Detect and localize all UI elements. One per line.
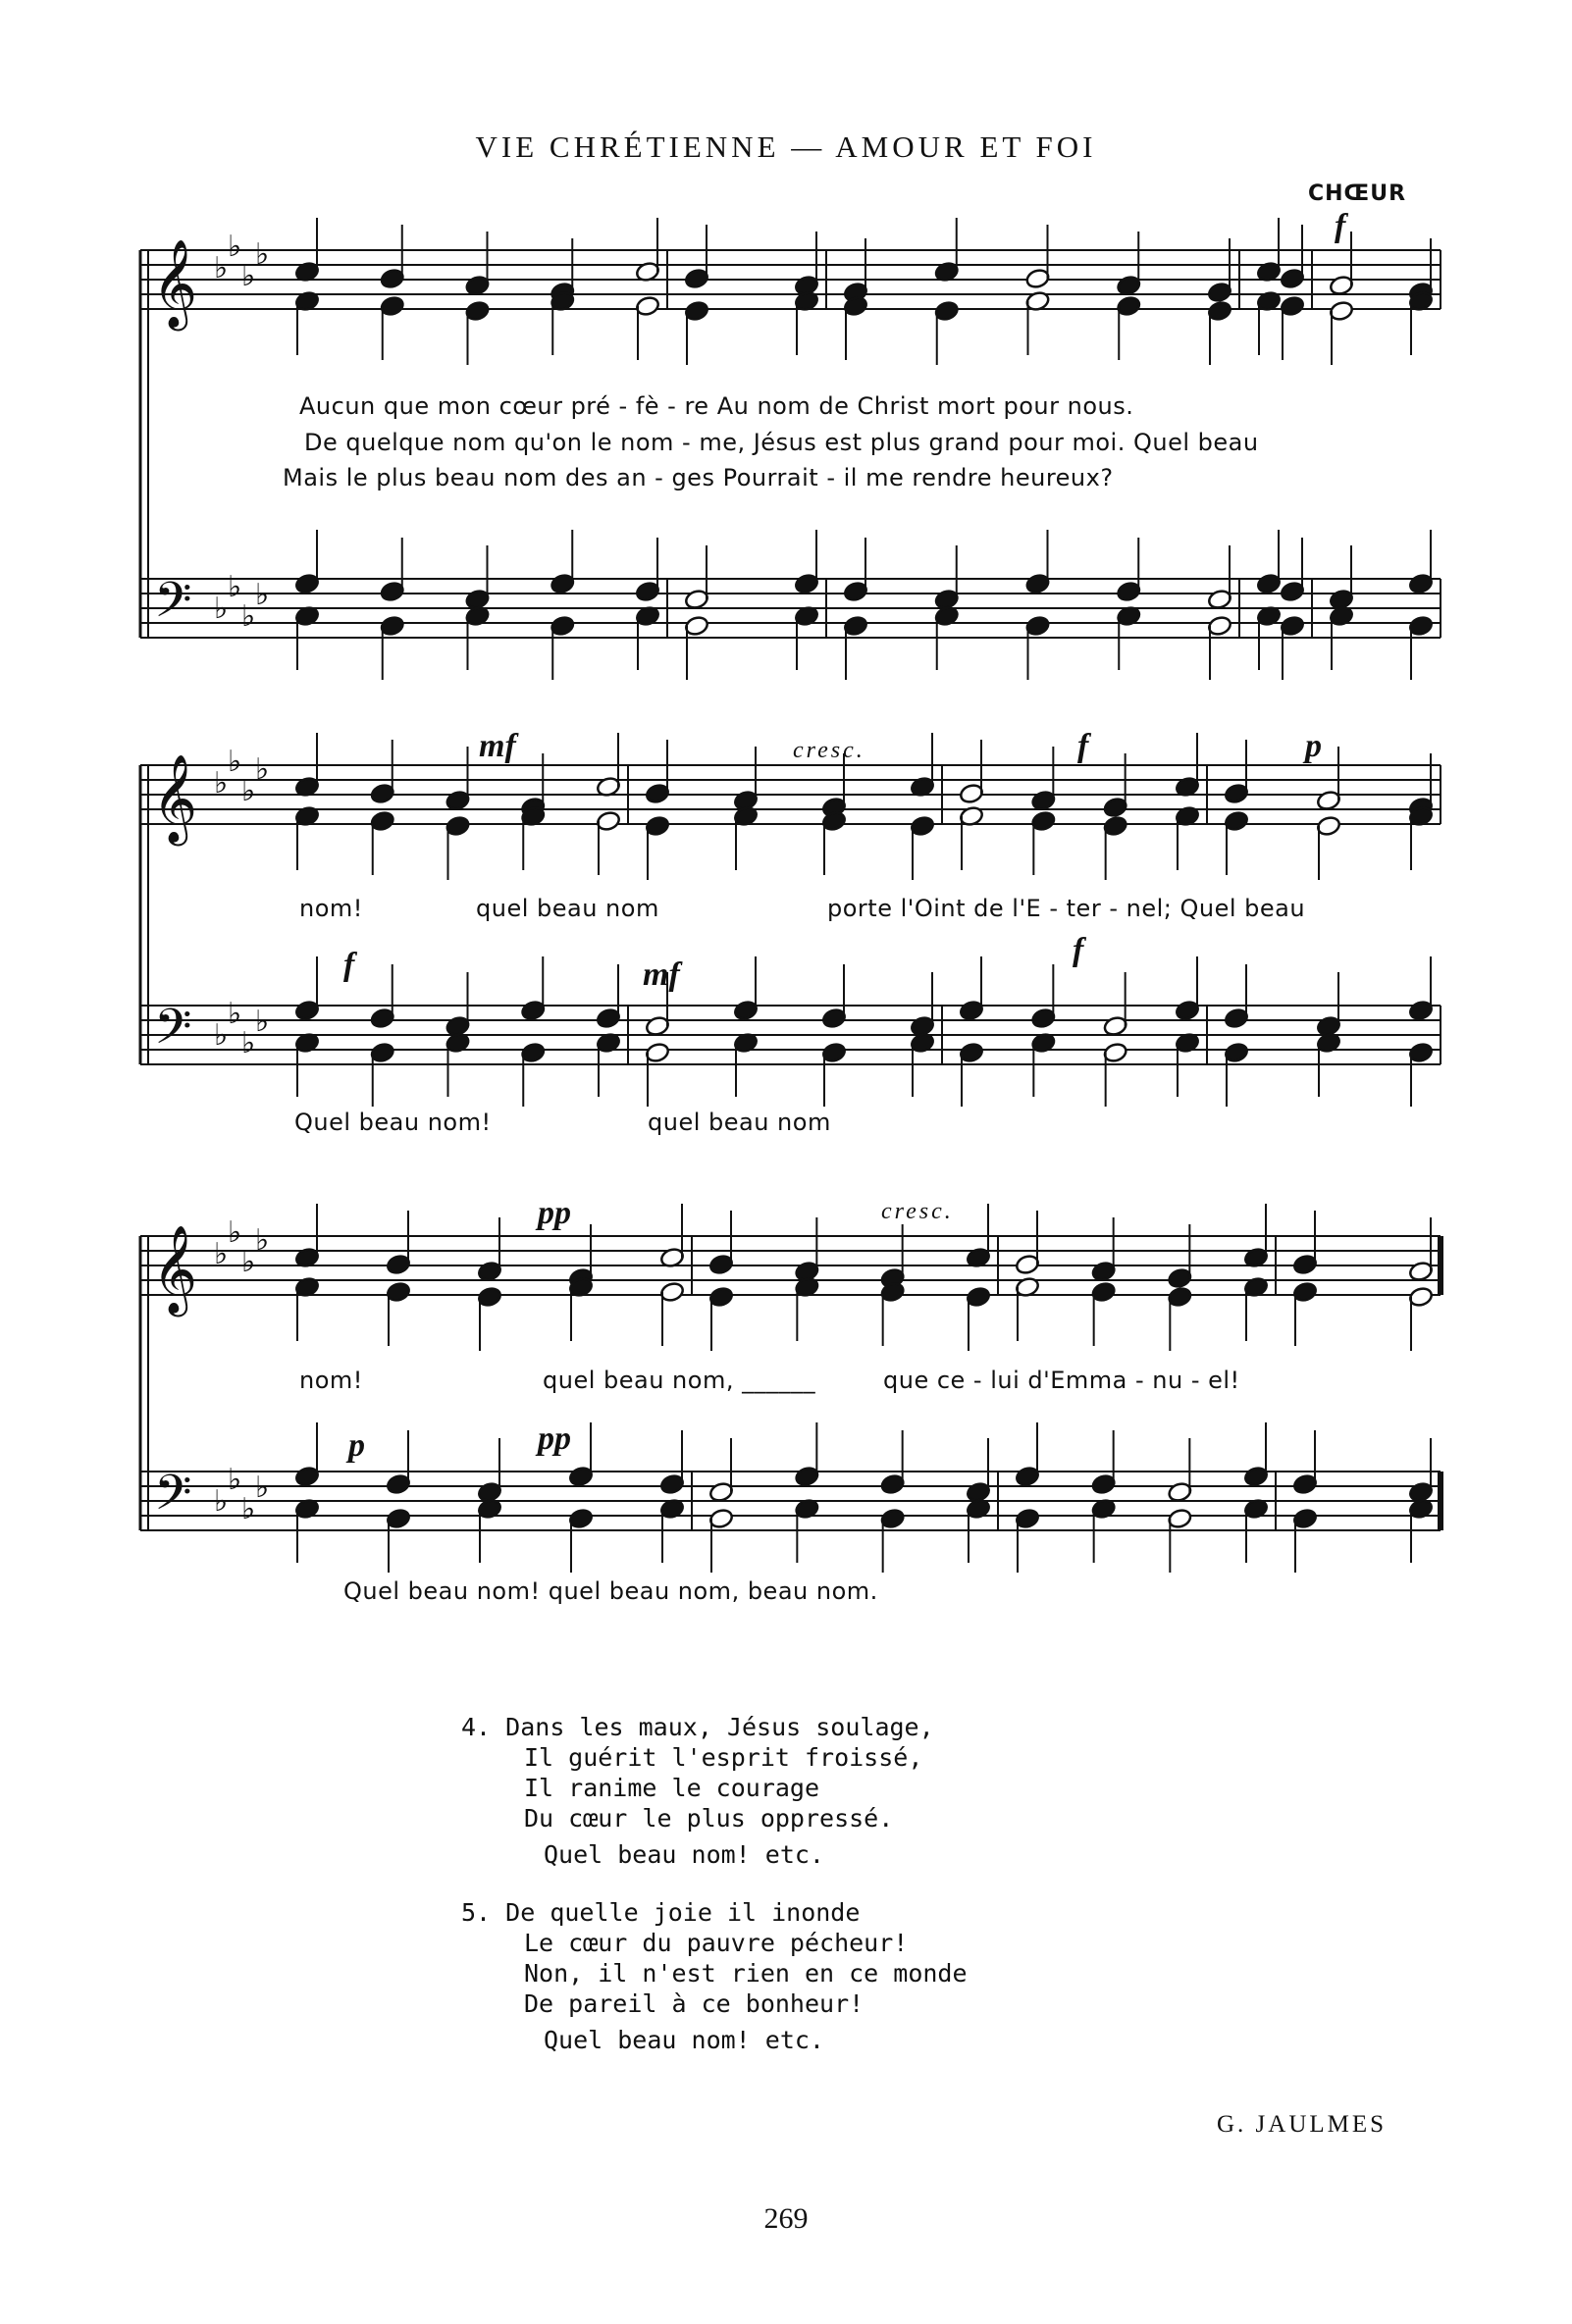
verse-5 [461, 1897, 968, 2055]
lyric-porte: porte l'Oint de l'E - ter - nel; Quel beau [827, 895, 1306, 922]
dynamic-piano: p [348, 1427, 365, 1464]
lyric-nom: nom! [299, 1367, 363, 1394]
dynamic-crescendo: cresc. [793, 738, 865, 763]
page-header: VIE CHRÉTIENNE — AMOUR ET FOI [475, 129, 1097, 164]
composer-credit: G. JAULMES [1217, 2111, 1388, 2138]
dynamic-crescendo: cresc. [881, 1199, 954, 1224]
key-signature-icon: ♭ [228, 1463, 242, 1497]
verse-line: Il ranime le courage [524, 1774, 820, 1802]
lyric-emmanuel: que ce - lui d'Emma - nu - el! [883, 1367, 1240, 1394]
verse-line: Dans les maux, Jésus soulage, [505, 1713, 934, 1741]
key-signature-icon: ♭ [214, 1484, 229, 1519]
key-signature-icon: ♭ [228, 997, 242, 1031]
key-signature-icon: ♭ [214, 766, 229, 800]
page-number: 269 [763, 2202, 809, 2235]
lyric-line-1: Aucun que mon cœur pré - fè - re Au nom de Christ mort pour nous. [299, 392, 1134, 420]
dynamic-mezzoforte: mf [643, 956, 680, 993]
key-signature-icon: ♭ [228, 1215, 242, 1250]
key-signature-icon: ♭ [255, 1223, 270, 1258]
verse-line: Il guérit l'esprit froissé, [524, 1743, 923, 1772]
lyric-nom: nom! [299, 895, 363, 922]
dynamic-pianissimo: pp [538, 1420, 571, 1457]
key-signature-icon: ♭ [214, 592, 229, 626]
verses [461, 1712, 968, 2083]
dynamic-forte: f [1077, 728, 1089, 764]
key-signature-icon: ♭ [255, 237, 270, 272]
verse-number: 4. [461, 1713, 492, 1741]
dynamic-forte: f [1073, 932, 1084, 968]
dynamic-forte: f [343, 947, 355, 983]
choeur-label: CHŒUR [1308, 181, 1407, 206]
key-signature-icon: ♭ [241, 599, 256, 634]
key-signature-icon: ♭ [241, 774, 256, 808]
key-signature-icon: ♭ [255, 578, 270, 612]
bass-clef-icon: 𝄢 [154, 572, 192, 641]
verse-number: 5. [461, 1898, 492, 1927]
lyric-bass: Quel beau nom! quel beau nom, beau nom. [343, 1577, 878, 1605]
verse-line: Non, il n'est rien en ce monde [524, 1959, 968, 1988]
lyric-line-3: Mais le plus beau nom des an - ges Pourrait - il me rendre heureux? [283, 464, 1114, 491]
treble-clef-icon: 𝄞 [152, 754, 198, 843]
lyric-bass-1: Quel beau nom! [294, 1109, 492, 1136]
key-signature-icon: ♭ [214, 251, 229, 285]
dynamic-mezzoforte: mf [479, 728, 516, 764]
key-signature-icon: ♭ [241, 1245, 256, 1279]
lyric-line-2: De quelque nom qu'on le nom - me, Jésus est plus grand pour moi. Quel beau [304, 429, 1259, 456]
dynamic-forte: f [1335, 208, 1346, 244]
key-signature-icon: ♭ [255, 1005, 270, 1039]
key-signature-icon: ♭ [228, 230, 242, 264]
treble-clef-icon: 𝄞 [152, 1225, 198, 1314]
dynamic-piano: p [1305, 728, 1322, 764]
treble-clef-icon: 𝄞 [152, 239, 198, 328]
verse-4 [461, 1712, 968, 1870]
verse-line: De quelle joie il inonde [505, 1898, 861, 1927]
lyric-quel-beau-nom: quel beau nom, ______ [543, 1367, 816, 1394]
key-signature-icon: ♭ [255, 752, 270, 787]
lyric-quel-beau-nom: quel beau nom [476, 895, 659, 922]
key-signature-icon: ♭ [228, 570, 242, 604]
key-signature-icon: ♭ [241, 1026, 256, 1060]
key-signature-icon: ♭ [241, 1492, 256, 1526]
verse-line: Le cœur du pauvre pécheur! [524, 1929, 909, 1957]
verse-refrain: Quel beau nom! etc. [544, 1840, 824, 1869]
bass-clef-icon: 𝄢 [154, 1465, 192, 1533]
verse-line: Du cœur le plus oppressé. [524, 1804, 894, 1833]
key-signature-icon: ♭ [255, 1471, 270, 1505]
verse-refrain: Quel beau nom! etc. [544, 2026, 824, 2054]
verse-line: De pareil à ce bonheur! [524, 1989, 865, 2018]
key-signature-icon: ♭ [214, 1237, 229, 1271]
bass-clef-icon: 𝄢 [154, 999, 192, 1067]
key-signature-icon: ♭ [228, 745, 242, 779]
dynamic-pianissimo: pp [538, 1195, 571, 1231]
key-signature-icon: ♭ [214, 1018, 229, 1053]
lyric-bass-2: quel beau nom [648, 1109, 831, 1136]
key-signature-icon: ♭ [241, 259, 256, 293]
